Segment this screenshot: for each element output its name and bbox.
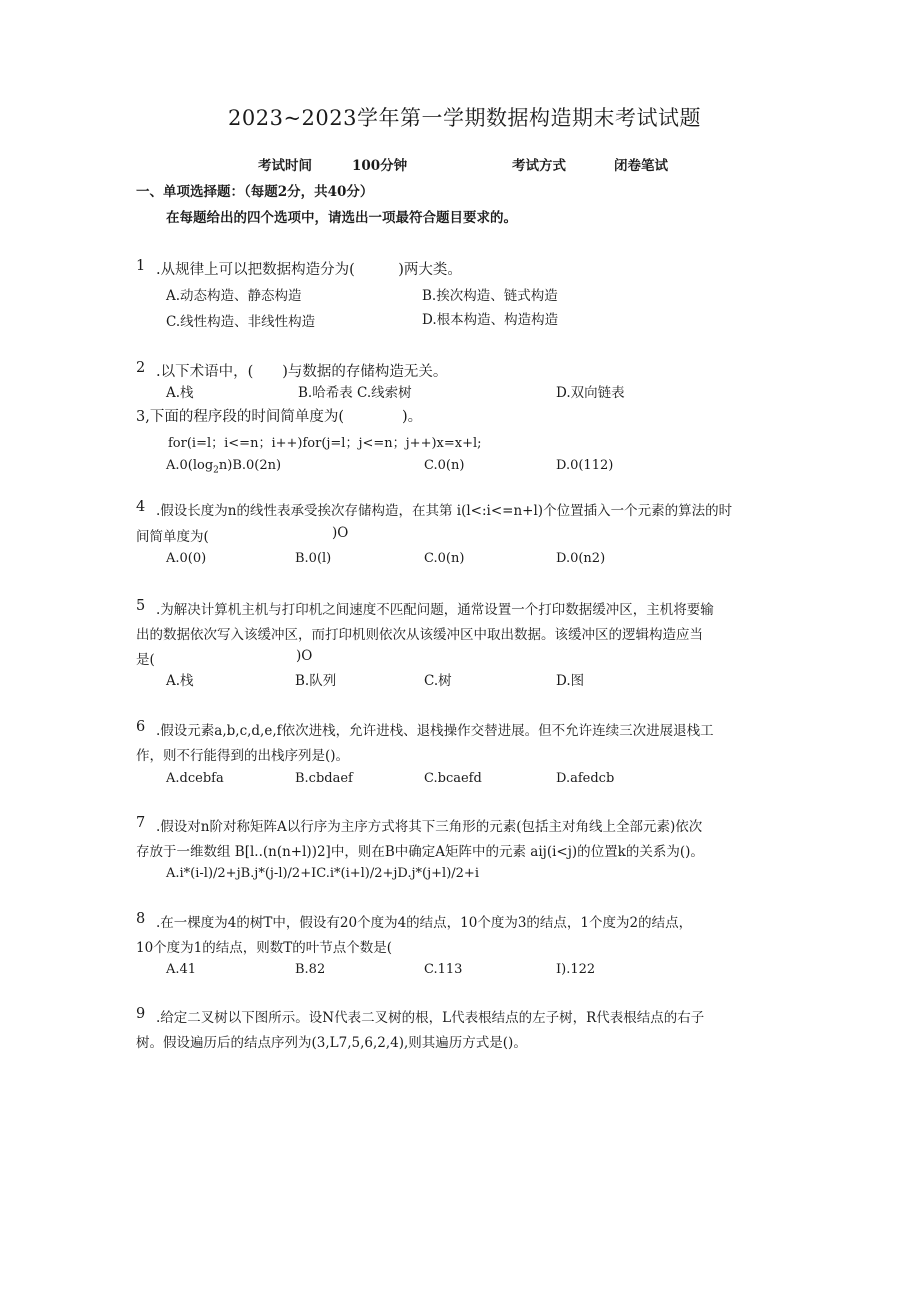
question-line: 作，则不行能得到的出栈序列是()。	[136, 748, 350, 764]
question-number: 5	[136, 598, 146, 614]
option-b: B.82	[295, 962, 326, 977]
option-d: D.0(112)	[556, 458, 614, 473]
question-line: .为解决计算机主机与打印机之间速度不匹配问题，通常设置一个打印数据缓冲区，主机将要输	[156, 602, 714, 618]
option-a: A.栈	[166, 385, 194, 401]
option-c: C.0(n)	[424, 551, 465, 566]
question-number: 1	[136, 258, 146, 274]
question-line: .假设对n阶对称矩阵A以行序为主序方式将其下三角形的元素(包括主对角线上全部元素)依次	[156, 819, 703, 835]
question-number: 4	[136, 499, 146, 515]
question-line: .给定二叉树以下图所示。设N代表二叉树的根，L代表根结点的左子树，R代表根结点的右子	[156, 1010, 705, 1026]
question-line: 出的数据依次写入该缓冲区，而打印机则依次从该缓冲区中取出数据。该缓冲区的逻辑构造应当	[136, 627, 703, 643]
question-stem: .从规律上可以把数据构造分为( )两大类。	[156, 262, 462, 278]
option-b: B.队列	[295, 673, 337, 689]
option-ab: $A.0(\log_2n)B.0(2n)$	[166, 458, 282, 476]
exam-mode-value: 闭卷笔试	[614, 158, 668, 174]
option-bc: B.哈希表 C.线索树	[298, 385, 412, 401]
option-a: A.动态构造、静态构造	[166, 288, 302, 304]
option-d: D.0(n2)	[556, 551, 606, 566]
option-a: A.栈	[166, 673, 194, 689]
section-instruction: 在每题给出的四个选项中，请选出一项最符合题目要求的。	[166, 210, 517, 226]
question-line: 是(	[136, 652, 155, 668]
option-d: D.图	[556, 673, 585, 689]
option-b: B.0(l)	[295, 551, 332, 566]
question-number: 6	[136, 719, 146, 735]
question-line: 树。假设遍历后的结点序列为(3,L7,5,6,2,4),则其遍历方式是()。	[136, 1035, 527, 1051]
question-line: .假设长度为n的线性表承受挨次存储构造，在其第 i(l<:i<=n+l)个位置插入一个元素的算法的时	[156, 503, 733, 519]
question-line: .假设元素a,b,c,d,e,f依次进栈，允许进栈、退栈操作交替进展。但不允许连续三次进展退栈工	[156, 723, 714, 739]
question-stem: .以下术语中，( )与数据的存储构造无关。	[156, 364, 448, 380]
question-line: 间简单度为(	[136, 529, 209, 545]
exam-mode-label: 考试方式	[512, 158, 566, 174]
option-a: A.dcebfa	[166, 771, 224, 786]
option-a: A.0(0)	[166, 551, 207, 566]
option-c: C.线性构造、非线性构造	[166, 314, 316, 330]
section-heading: 一、单项选择题：（每题2分，共40分）	[136, 184, 374, 200]
question-line: 10个度为1的结点，则数T的叶节点个数是(	[136, 940, 393, 956]
option-b: B.挨次构造、链式构造	[422, 288, 558, 304]
option-c: C.树	[424, 673, 452, 689]
option-c: C.0(n)	[424, 458, 465, 473]
option-d: D.根本构造、构造构造	[422, 312, 559, 328]
question-number: 7	[136, 815, 146, 831]
option-c: C.113	[424, 962, 463, 977]
option-d: I).122	[556, 962, 596, 977]
option-c: C.bcaefd	[424, 771, 482, 786]
question-line-end: )O	[332, 525, 349, 541]
question-stem: 3,下面的程序段的时间简单度为( )。	[136, 409, 423, 425]
option-b: B.cbdaef	[295, 771, 353, 786]
exam-time-value: 100分钟	[352, 158, 408, 174]
question-number: 2	[136, 360, 146, 376]
question-number: 8	[136, 911, 146, 927]
option-d: D.afedcb	[556, 771, 615, 786]
code-snippet: for(i=l；i<=n；i++)for(j=l；j<=n；j++)x=x+l;	[168, 436, 482, 451]
question-line: 存放于一维数组 B[l..(n(n+l))2]中，则在B中确定A矩阵中的元素 aij(i<j)的位置k的关系为()。	[136, 844, 704, 860]
question-number: 9	[136, 1006, 146, 1022]
option-a: A.41	[166, 962, 197, 977]
question-line-end: )O	[296, 648, 313, 664]
option-d: D.双向链表	[556, 385, 625, 401]
question-line: .在一棵度为4的树T中，假设有20个度为4的结点，10个度为3的结点，1个度为2的结点，	[156, 915, 693, 931]
options-line: A.i*(i-l)/2+jB.j*(j-l)/2+IC.i*(i+l)/2+jD.j*(j+l)/2+i	[166, 866, 479, 881]
page-title: 2023~2023学年第一学期数据构造期末考试试题	[228, 106, 701, 130]
exam-time-label: 考试时间	[258, 158, 312, 174]
